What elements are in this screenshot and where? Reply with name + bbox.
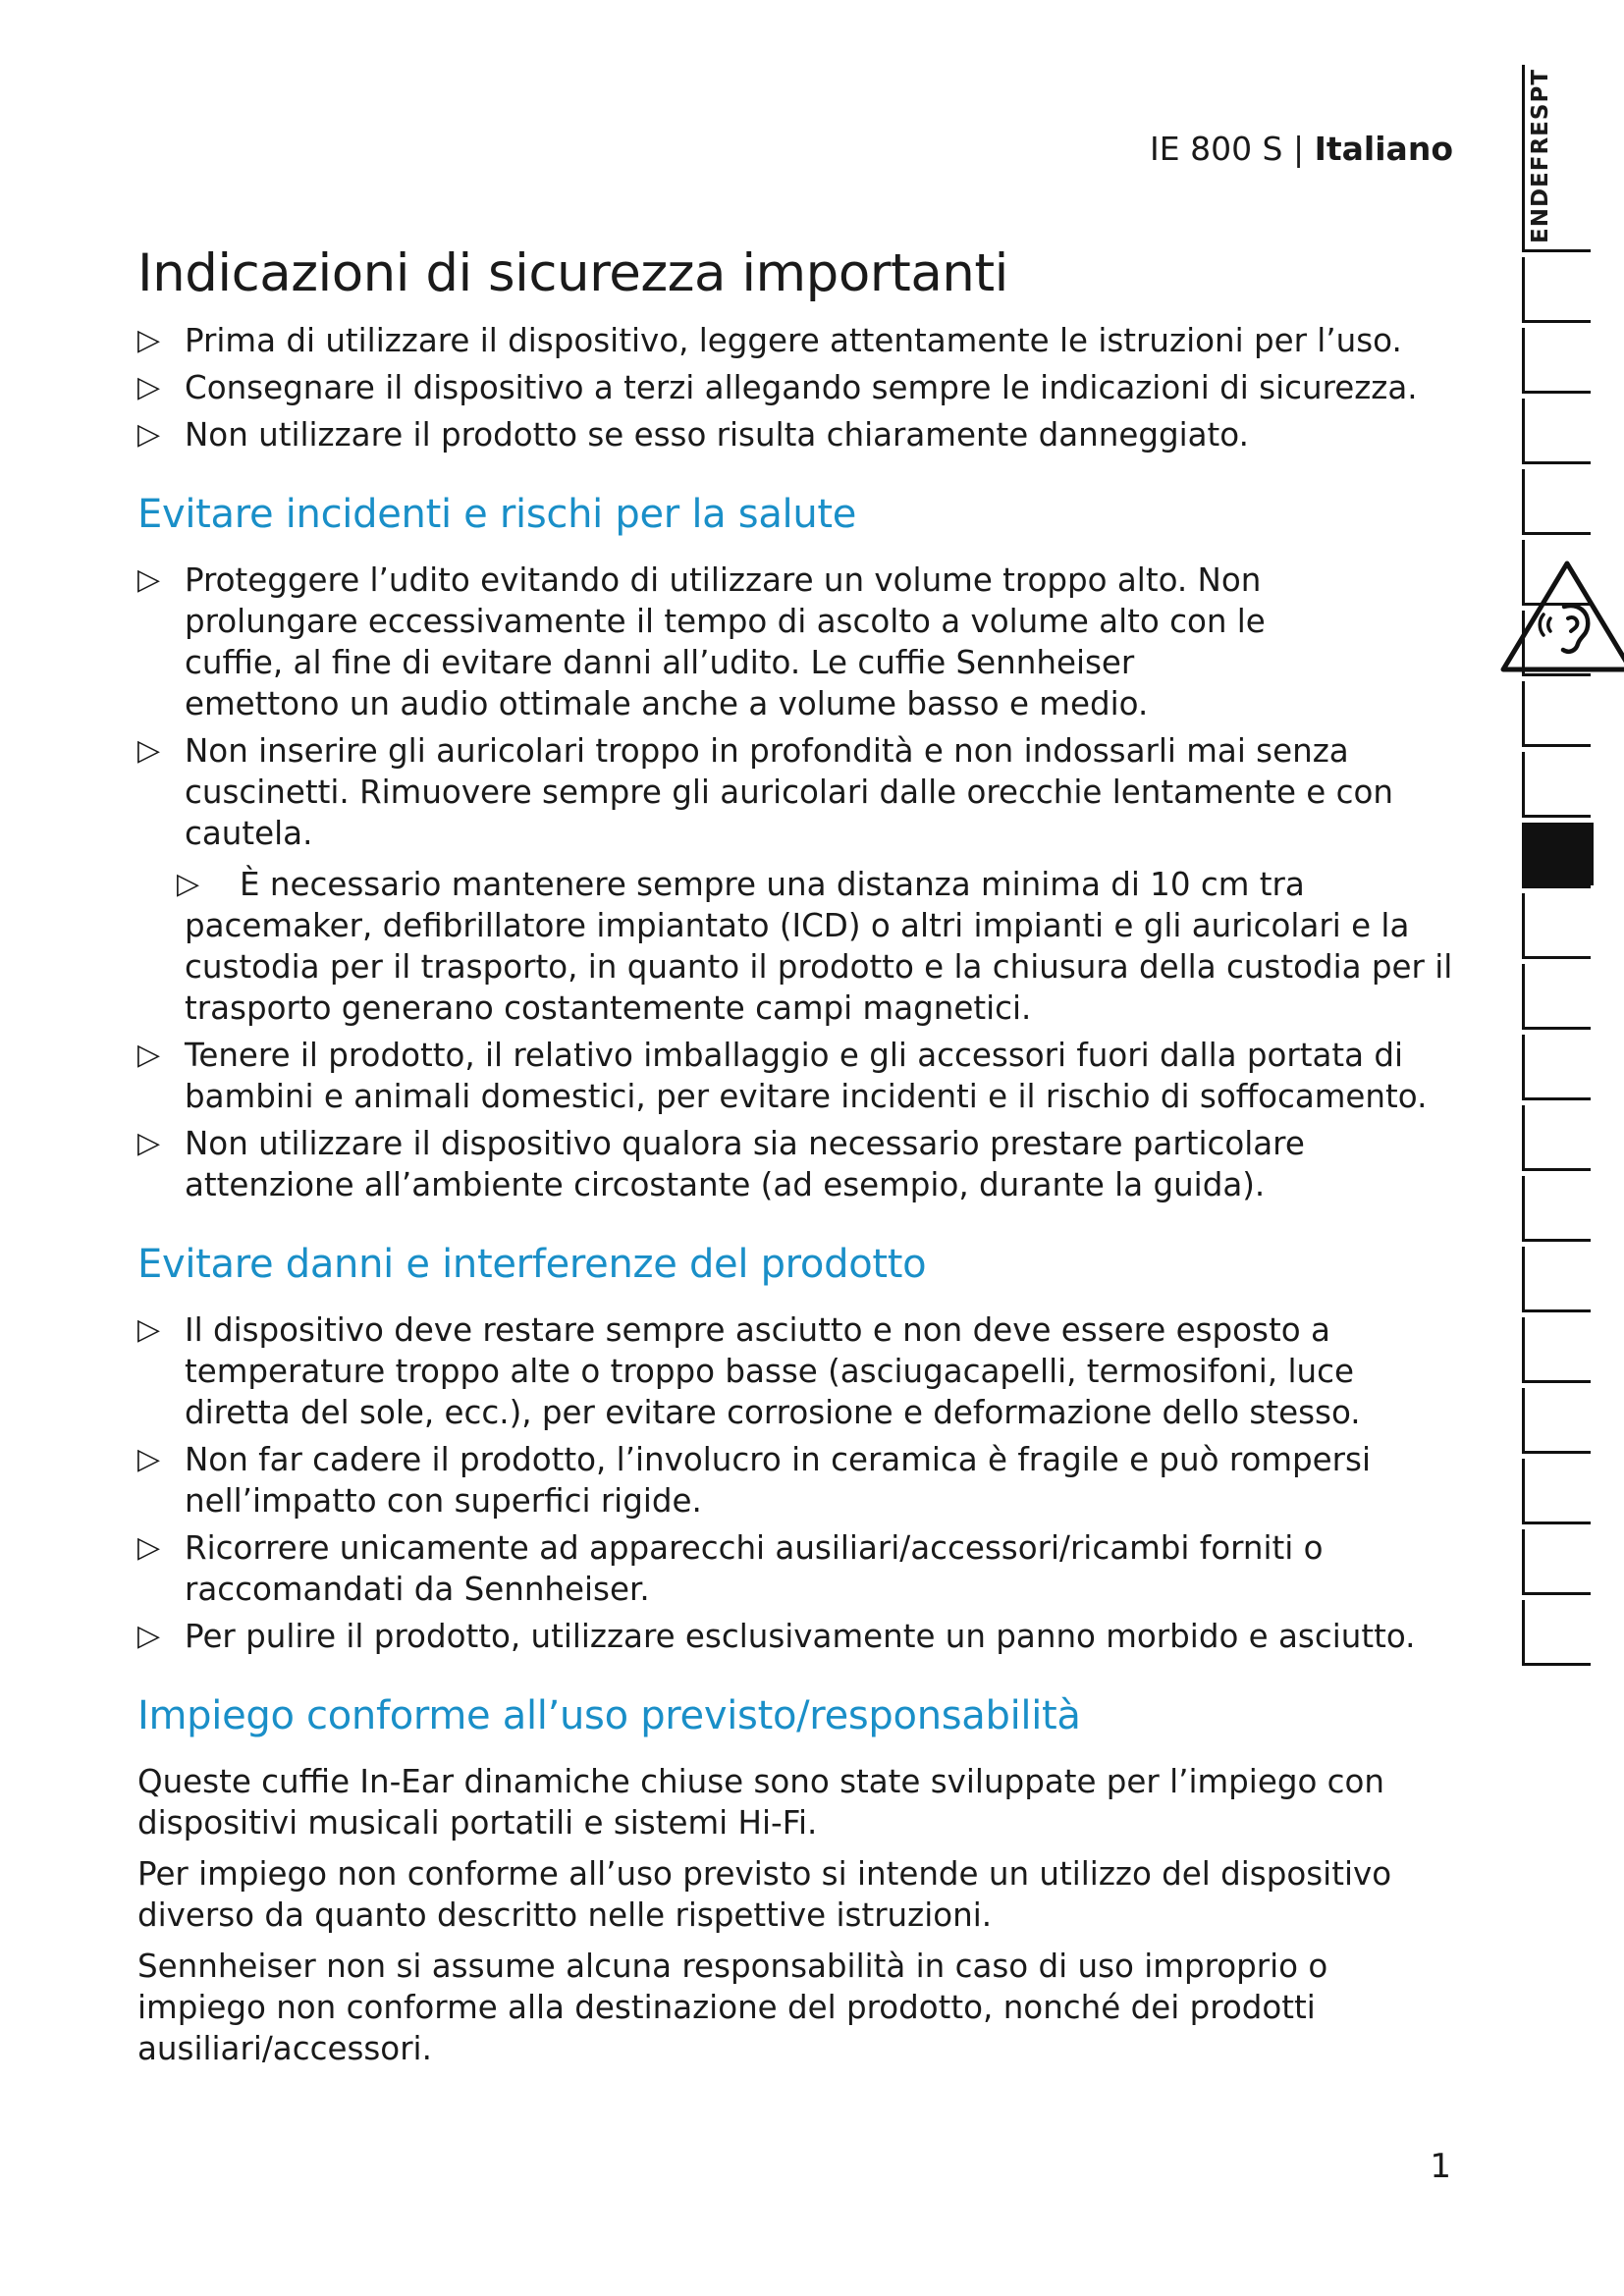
thumb-tab [1522,399,1594,461]
list-item: ▷ Non far cadere il prodotto, l’involucro in ceramica è fragile e può rompersi nell’impatto con superfici rigide. [137,1441,1371,1520]
list-item: ▷ Il dispositivo deve restare sempre asciutto e non deve essere esposto a temperature troppo alte o troppo basse (asciugacapelli, termosifoni, luce diretta del sole, ecc.), per evitare corrosione e deformazione dello stesso. [137,1311,1361,1431]
thumb-tab-divider [1522,532,1591,535]
thumb-tab [1522,540,1594,603]
thumb-tab [1522,1105,1594,1168]
triangle-bullet-icon: ▷ [137,562,161,597]
thumb-tab-divider [1522,1097,1591,1100]
triangle-bullet-icon: ▷ [137,1442,161,1476]
health-list [137,560,1458,1205]
triangle-bullet-icon: ▷ [177,867,200,901]
triangle-bullet-icon: ▷ [137,370,161,404]
thumb-tab-divider [1522,1168,1591,1171]
thumb-tab-divider [1522,1239,1591,1242]
list-item: ▷ Non utilizzare il prodotto se esso risulta chiaramente danneggiato. [137,416,1249,454]
thumb-tab [1522,1529,1594,1592]
list-item: ▷ Non inserire gli auricolari troppo in profondità e non indossarli mai senza cuscinetti. Rimuovere sempre gli auricolari dalle orecchie lentamente e con cautela. [137,732,1393,852]
triangle-bullet-icon: ▷ [137,1038,161,1072]
paragraph: Sennheiser non si assume alcuna responsabilità in caso di uso improprio o impiego non conforme alla destinazione del prodotto, nonché dei prodotti ausiliari/accessori. [137,1948,1328,2067]
thumb-tab [1522,257,1594,320]
thumb-tab-divider [1522,673,1591,676]
list-item: ▷ Tenere il prodotto, il relativo imballaggio e gli accessori fuori dalla portata di bambini e animali domestici, per evitare incidenti e il rischio di soffocamento. [137,1037,1428,1115]
list-item: ▷ Ricorrere unicamente ad apparecchi ausiliari/accessori/ricambi forniti o raccomandati da Sennheiser. [137,1529,1324,1608]
triangle-bullet-icon: ▷ [137,417,161,452]
triangle-bullet-icon: ▷ [137,1530,161,1565]
thumb-tab-active [1522,823,1594,885]
list-item: ▷ Proteggere l’udito evitando di utilizzare un volume troppo alto. Non prolungare eccessivamente il tempo di ascolto a volume alto con le cuffie, al fine di evitare danni all’udito. Le cuffie Sennheiser emettono un audio ottimale anche a volume basso e medio. [137,560,1458,724]
thumb-tab [1522,611,1594,673]
paragraph: Per impiego non conforme all’uso previsto si intende un utilizzo del dispositivo diverso da quanto descritto nelle rispettive istruzioni. [137,1855,1392,1934]
thumb-tab-divider [1522,320,1591,323]
triangle-bullet-icon: ▷ [137,733,161,768]
thumb-tab [1522,469,1594,532]
thumb-tab-divider [1522,461,1591,464]
thumb-tab [1522,752,1594,815]
thumb-tab-divider [1522,744,1591,747]
thumb-tab-divider [1522,1451,1591,1454]
thumb-tab-divider [1522,1663,1591,1666]
list-item: ▷ Non utilizzare il dispositivo qualora sia necessario prestare particolare attenzione all’ambiente circostante (ad esempio, durante la guida). [137,1125,1305,1203]
thumb-tab [1522,893,1594,956]
thumb-tab [1522,964,1594,1027]
thumb-tab [1522,1317,1594,1380]
thumb-tab-divider [1522,391,1591,394]
thumb-tab-divider [1522,1027,1591,1030]
paragraph: Queste cuffie In-Ear dinamiche chiuse sono state sviluppate per l’impiego con dispositivi musicali portatili e sistemi Hi-Fi. [137,1763,1385,1842]
page-title: Indicazioni di sicurezza importanti [137,243,1008,303]
thumb-tab-divider [1522,815,1591,818]
thumb-tab [1522,328,1594,391]
thumb-tab-divider [1522,956,1591,959]
thumb-tab [1522,681,1594,744]
triangle-bullet-icon: ▷ [137,1312,161,1347]
list-item: ▷ Consegnare il dispositivo a terzi allegando sempre le indicazioni di sicurezza. [137,369,1418,406]
thumb-tab-divider [1522,1522,1591,1524]
thumb-tab-divider [1522,603,1591,606]
main-content [137,320,1458,2079]
tab-language-labels: ENDEFRESPT [1528,68,1553,243]
thumb-tab-divider [1522,885,1591,888]
thumb-tab [1522,1247,1594,1309]
triangle-bullet-icon: ▷ [137,323,161,357]
running-header [1150,130,1453,168]
list-item: ▷ È necessario mantenere sempre una distanza minima di 10 cm tra pacemaker, defibrillatore impiantato (ICD) o altri impianti e gli auricolari e la custodia per il trasporto, in quanto il prodotto e la chiusura della custodia per il trasporto generano costantemente campi magnetici. [177,866,1453,1027]
section-heading-damage: Evitare danni e interferenze del prodotto [137,1242,927,1287]
triangle-bullet-icon: ▷ [137,1126,161,1160]
thumb-tab [1522,1176,1594,1239]
thumb-tab-divider [1522,1592,1591,1595]
triangle-bullet-icon: ▷ [137,1619,161,1653]
damage-list [137,1309,1458,1657]
list-item: ▷ Per pulire il prodotto, utilizzare esclusivamente un panno morbido e asciutto. [137,1618,1416,1655]
thumb-tab-divider [1522,1380,1591,1383]
intro-list [137,320,1458,455]
section-heading-intended-use: Impiego conforme all’uso previsto/responsabilità [137,1693,1081,1738]
thumb-tab [1522,1600,1594,1663]
list-item: ▷ Prima di utilizzare il dispositivo, leggere attentamente le istruzioni per l’uso. [137,322,1402,359]
header-product: IE 800 S | [1150,130,1305,168]
thumb-tab-divider [1522,249,1591,252]
page-number: 1 [1430,2147,1451,2186]
thumb-tab [1522,1459,1594,1522]
thumb-tab [1522,1388,1594,1451]
section-heading-health: Evitare incidenti e rischi per la salute [137,492,857,537]
thumb-tab [1522,1035,1594,1097]
header-language: Italiano [1314,130,1453,168]
thumb-tab-divider [1522,1309,1591,1312]
